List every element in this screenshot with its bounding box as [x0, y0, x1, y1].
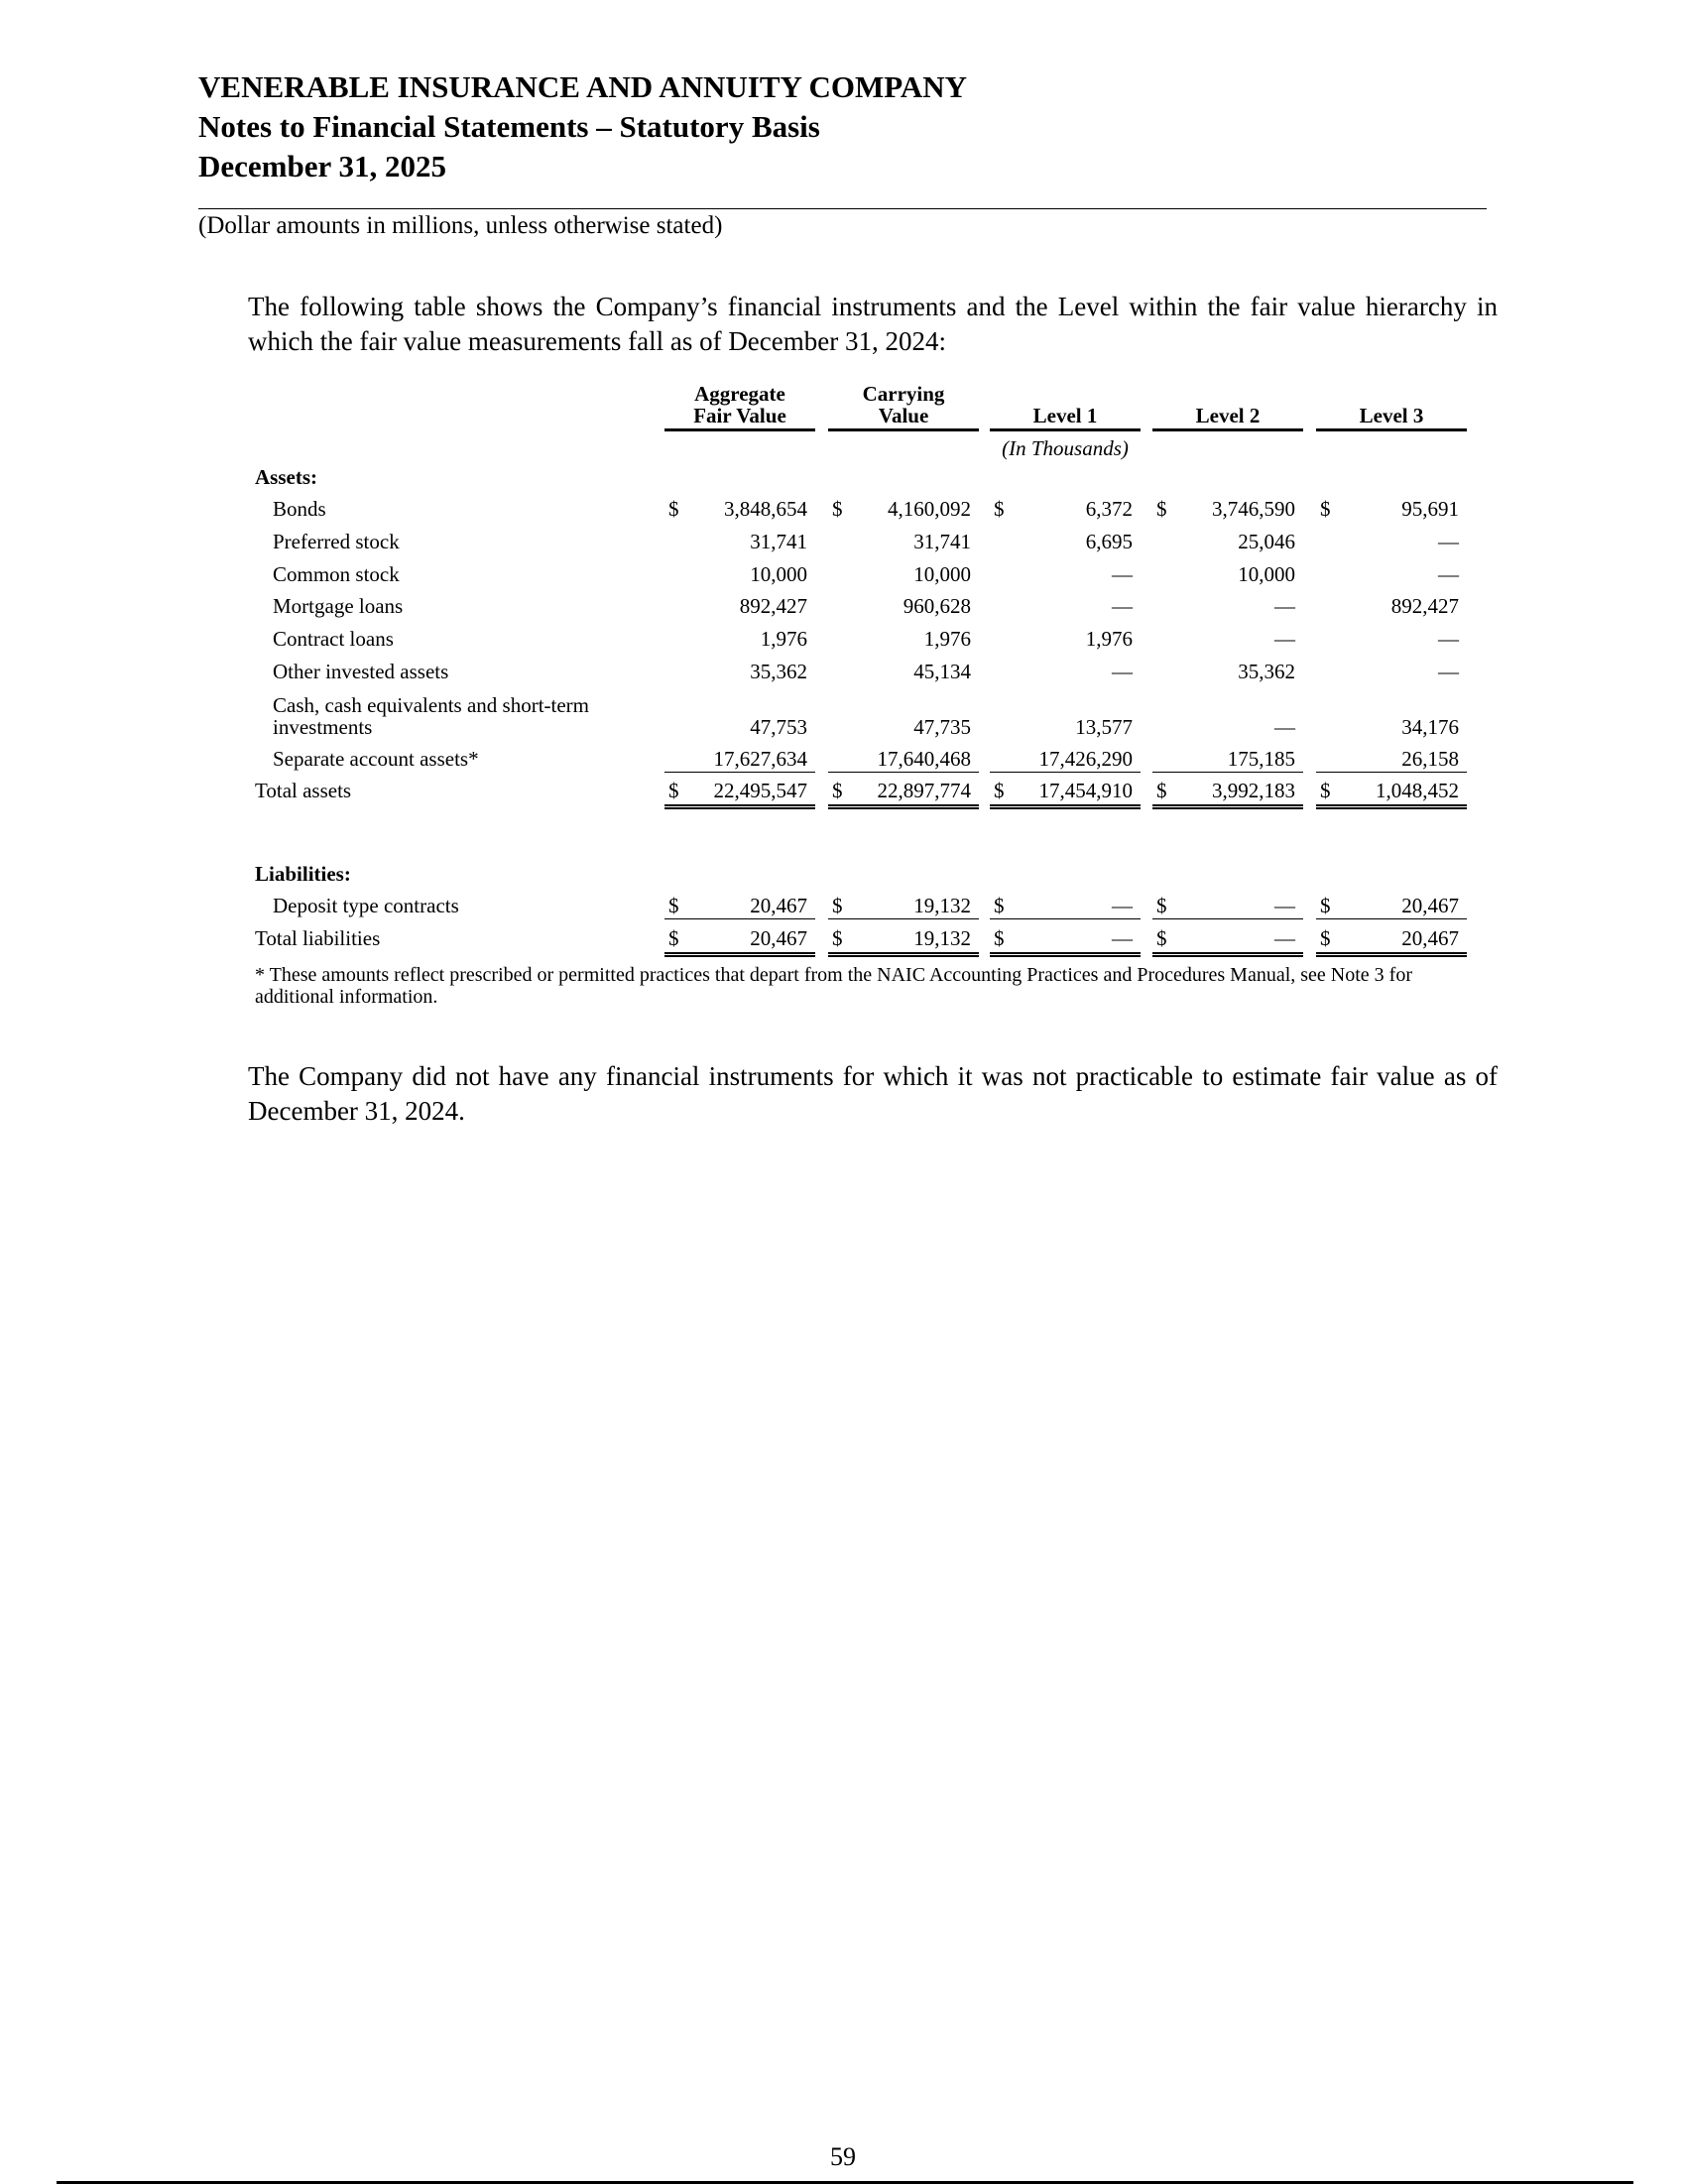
total-assets-row-value-value [828, 780, 979, 809]
asset-row-preferred-stock-label: Preferred stock [273, 530, 400, 553]
cell-number: 1,976 [923, 627, 971, 651]
asset-row-common-stock-fair-value-value [664, 563, 815, 585]
total-liabilities-row-label: Total liabilities [255, 926, 381, 950]
cell-number: — [1112, 660, 1133, 683]
cell-number: 1,976 [1085, 627, 1133, 651]
total-assets-row-level-3-value [1316, 780, 1467, 809]
asset-row-mortgage-loans-label: Mortgage loans [273, 594, 404, 618]
total-assets-row-level-1-value [990, 780, 1141, 809]
asset-row-separate-account-assets-value-value [828, 748, 979, 773]
asset-row-other-invested-assets-label: Other invested assets [273, 660, 449, 683]
currency-symbol: $ [1156, 926, 1167, 950]
asset-row-common-stock-value-value [828, 563, 979, 585]
asset-row-cash-cash-equivalents-and-short-term-investments-fair-value-value [664, 716, 815, 738]
column-header-line: Level 3 [1359, 404, 1424, 427]
asset-row-separate-account-assets-level-2-value [1152, 748, 1303, 773]
asset-row-contract-loans-fair-value-value [664, 628, 815, 650]
total-liabilities-row-level-2-value [1152, 927, 1303, 957]
cell-number: — [1112, 594, 1133, 618]
currency-symbol: $ [668, 779, 679, 802]
asset-row-separate-account-assets-level-3-value [1316, 748, 1467, 773]
unit-note: (In Thousands) [1002, 436, 1129, 460]
column-header-line: Aggregate [694, 382, 785, 406]
asset-row-common-stock-level-1-value [990, 563, 1141, 585]
cell-number: — [1438, 562, 1459, 586]
cell-number: — [1438, 530, 1459, 553]
closing-paragraph: The Company did not have any financial instruments for which it was not practicable to estimate fair value as of December 31, 2024. [248, 1061, 1498, 1126]
column-header-line: Carrying [862, 382, 945, 406]
asset-row-other-invested-assets-value-value [828, 661, 979, 682]
column-header-line: Fair Value [693, 404, 786, 427]
column-header-level-1 [990, 405, 1141, 431]
column-header-level-3 [1316, 405, 1467, 431]
cell-number: 95,691 [1401, 497, 1459, 521]
total-assets-row-label: Total assets [255, 779, 352, 802]
asset-row-cash-cash-equivalents-and-short-term-investments-label: Cash, cash equivalents and short-term investments [273, 693, 589, 739]
asset-row-mortgage-loans-level-3-value [1316, 595, 1467, 617]
cell-number: 31,741 [750, 530, 807, 553]
cell-number: 26,158 [1401, 747, 1459, 771]
asset-row-contract-loans-level-3-value [1316, 628, 1467, 650]
cell-number: 13,577 [1075, 715, 1133, 739]
total-liabilities-row-level-3-value [1316, 927, 1467, 957]
asset-row-contract-loans-value-value [828, 628, 979, 650]
currency-symbol: $ [832, 926, 843, 950]
cell-number: 22,495,547 [713, 779, 807, 802]
currency-symbol: $ [1156, 894, 1167, 917]
cell-number: 20,467 [750, 894, 807, 917]
liabilities-heading: Liabilities: [255, 862, 351, 886]
document-subtitle: Notes to Financial Statements – Statutory Basis [198, 109, 820, 144]
currency-symbol: $ [832, 779, 843, 802]
liability-row-deposit-type-contracts-level-1-value [990, 895, 1141, 919]
cell-number: — [1438, 660, 1459, 683]
currency-symbol: $ [994, 926, 1005, 950]
cell-number: 35,362 [750, 660, 807, 683]
asset-row-contract-loans-level-2-value [1152, 628, 1303, 650]
asset-row-other-invested-assets-level-2-value [1152, 661, 1303, 682]
asset-row-preferred-stock-level-2-value [1152, 531, 1303, 552]
cell-number: 47,735 [913, 715, 971, 739]
liability-row-deposit-type-contracts-fair-value-value [664, 895, 815, 919]
asset-row-common-stock-label: Common stock [273, 562, 400, 586]
cell-number: 17,454,910 [1038, 779, 1133, 802]
cell-number: — [1112, 562, 1133, 586]
document-date: December 31, 2025 [198, 149, 446, 183]
cell-number: 1,976 [760, 627, 807, 651]
asset-row-common-stock-level-3-value [1316, 563, 1467, 585]
asset-row-preferred-stock-value-value [828, 531, 979, 552]
liability-row-deposit-type-contracts-label: Deposit type contracts [273, 894, 459, 917]
asset-row-separate-account-assets-level-1-value [990, 748, 1141, 773]
cell-number: 6,695 [1085, 530, 1133, 553]
cell-number: 35,362 [1238, 660, 1295, 683]
column-header-value [828, 383, 979, 431]
asset-row-other-invested-assets-level-3-value [1316, 661, 1467, 682]
cell-number: — [1274, 926, 1295, 950]
asset-row-bonds-level-2-value [1152, 498, 1303, 520]
asset-row-contract-loans-label: Contract loans [273, 627, 394, 651]
asset-row-contract-loans-level-1-value [990, 628, 1141, 650]
asset-row-separate-account-assets-fair-value-value [664, 748, 815, 773]
total-liabilities-row-value-value [828, 927, 979, 957]
asset-row-other-invested-assets-fair-value-value [664, 661, 815, 682]
asset-row-cash-cash-equivalents-and-short-term-investments-level-3-value [1316, 716, 1467, 738]
cell-number: 1,048,452 [1376, 779, 1459, 802]
currency-symbol: $ [1156, 779, 1167, 802]
cell-number: 4,160,092 [888, 497, 971, 521]
asset-row-common-stock-level-2-value [1152, 563, 1303, 585]
asset-row-bonds-level-1-value [990, 498, 1141, 520]
total-liabilities-row-fair-value-value [664, 927, 815, 957]
cell-number: — [1438, 627, 1459, 651]
cell-number: — [1274, 715, 1295, 739]
currency-symbol: $ [1320, 926, 1331, 950]
liability-row-deposit-type-contracts-level-3-value [1316, 895, 1467, 919]
cell-number: 25,046 [1238, 530, 1295, 553]
cell-number: 45,134 [913, 660, 971, 683]
currency-symbol: $ [668, 497, 679, 521]
currency-symbol: $ [1156, 497, 1167, 521]
currency-symbol: $ [668, 894, 679, 917]
cell-number: 892,427 [739, 594, 807, 618]
asset-row-bonds-label: Bonds [273, 497, 326, 521]
cell-number: 175,185 [1227, 747, 1295, 771]
assets-heading: Assets: [255, 465, 317, 489]
column-header-fair-value [664, 383, 815, 431]
asset-row-mortgage-loans-level-2-value [1152, 595, 1303, 617]
currency-symbol: $ [994, 779, 1005, 802]
cell-number: 3,746,590 [1212, 497, 1295, 521]
page-header [198, 67, 1488, 186]
asset-row-bonds-fair-value-value [664, 498, 815, 520]
cell-number: 19,132 [913, 926, 971, 950]
cell-number: 892,427 [1390, 594, 1459, 618]
cell-number: 960,628 [903, 594, 971, 618]
intro-paragraph: The following table shows the Company’s financial instruments and the Level within the fair value hierarchy in which the fair value measurements fall as of December 31, 2024: [248, 292, 1498, 356]
cell-number: 10,000 [750, 562, 807, 586]
cell-number: — [1112, 926, 1133, 950]
asset-row-mortgage-loans-fair-value-value [664, 595, 815, 617]
cell-number: — [1112, 894, 1133, 917]
column-header-level-2 [1152, 405, 1303, 431]
cell-number: 20,467 [750, 926, 807, 950]
dollar-amounts-note: (Dollar amounts in millions, unless otherwise stated) [198, 212, 723, 239]
cell-number: 20,467 [1401, 926, 1459, 950]
liability-row-deposit-type-contracts-value-value [828, 895, 979, 919]
asset-row-cash-cash-equivalents-and-short-term-investments-value-value [828, 716, 979, 738]
cell-number: 31,741 [913, 530, 971, 553]
cell-number: 10,000 [913, 562, 971, 586]
currency-symbol: $ [1320, 779, 1331, 802]
total-assets-row-level-2-value [1152, 780, 1303, 809]
cell-number: 6,372 [1085, 497, 1133, 521]
column-header-line: Level 2 [1195, 404, 1261, 427]
currency-symbol: $ [1320, 497, 1331, 521]
cell-number: 34,176 [1401, 715, 1459, 739]
asset-row-cash-cash-equivalents-and-short-term-investments-level-1-value [990, 716, 1141, 738]
asset-row-mortgage-loans-level-1-value [990, 595, 1141, 617]
cell-number: 22,897,774 [877, 779, 971, 802]
currency-symbol: $ [994, 497, 1005, 521]
asset-row-bonds-value-value [828, 498, 979, 520]
total-liabilities-row-level-1-value [990, 927, 1141, 957]
column-header-line: Value [878, 404, 929, 427]
currency-symbol: $ [832, 894, 843, 917]
currency-symbol: $ [668, 926, 679, 950]
cell-number: — [1274, 894, 1295, 917]
asset-row-preferred-stock-fair-value-value [664, 531, 815, 552]
page-number: 59 [830, 2142, 856, 2171]
table-footnote: * These amounts reflect prescribed or permitted practices that depart from the NAIC Accounting Practices and Procedures Manual, see Note 3 for additional information. [255, 964, 1413, 1008]
cell-number: 17,426,290 [1038, 747, 1133, 771]
currency-symbol: $ [832, 497, 843, 521]
cell-number: 17,640,468 [877, 747, 971, 771]
asset-row-cash-cash-equivalents-and-short-term-investments-level-2-value [1152, 716, 1303, 738]
asset-row-bonds-level-3-value [1316, 498, 1467, 520]
cell-number: 3,848,654 [724, 497, 807, 521]
cell-number: 19,132 [913, 894, 971, 917]
company-name: VENERABLE INSURANCE AND ANNUITY COMPANY [198, 69, 968, 104]
cell-number: — [1274, 594, 1295, 618]
cell-number: — [1274, 627, 1295, 651]
asset-row-preferred-stock-level-1-value [990, 531, 1141, 552]
column-header-line: Level 1 [1032, 404, 1098, 427]
asset-row-mortgage-loans-value-value [828, 595, 979, 617]
cell-number: 17,627,634 [713, 747, 807, 771]
currency-symbol: $ [994, 894, 1005, 917]
currency-symbol: $ [1320, 894, 1331, 917]
header-divider [198, 208, 1487, 209]
cell-number: 10,000 [1238, 562, 1295, 586]
cell-number: 3,992,183 [1212, 779, 1295, 802]
total-assets-row-fair-value-value [664, 780, 815, 809]
cell-number: 20,467 [1401, 894, 1459, 917]
liability-row-deposit-type-contracts-level-2-value [1152, 895, 1303, 919]
asset-row-other-invested-assets-level-1-value [990, 661, 1141, 682]
asset-row-preferred-stock-level-3-value [1316, 531, 1467, 552]
cell-number: 47,753 [750, 715, 807, 739]
asset-row-separate-account-assets-label: Separate account assets* [273, 747, 479, 771]
